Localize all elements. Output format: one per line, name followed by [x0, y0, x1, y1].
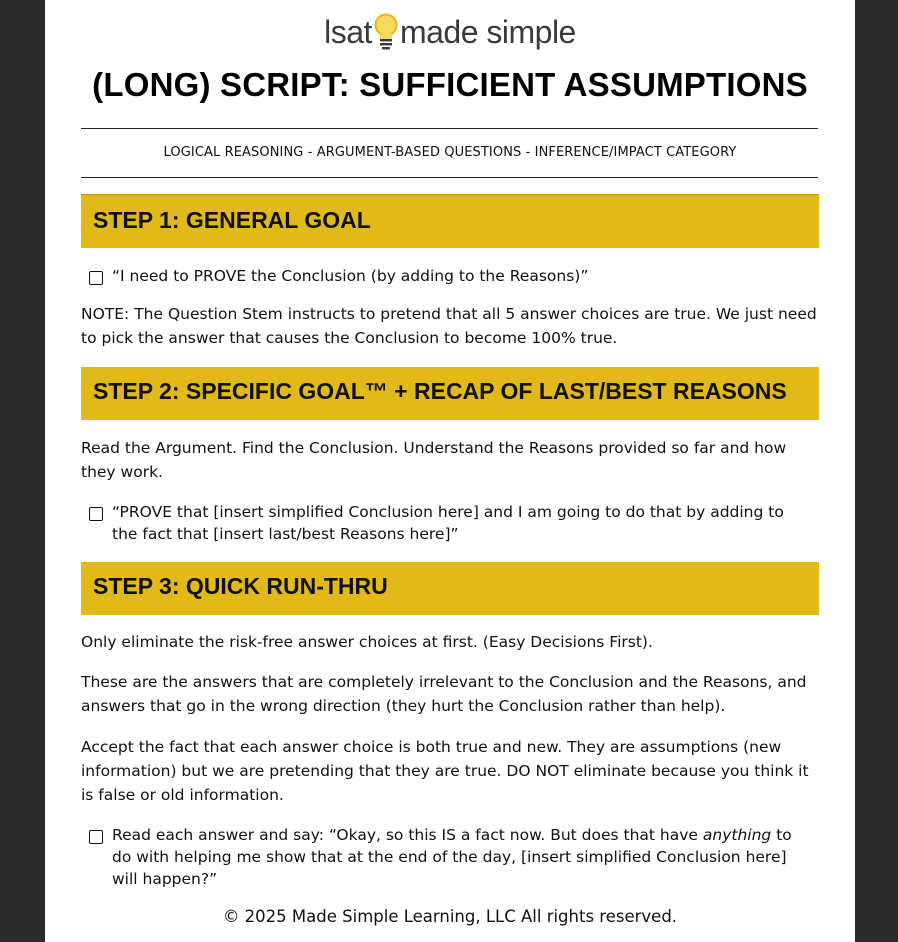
logo-text-made-simple: made simple — [399, 14, 576, 50]
lightbulb-icon — [373, 12, 399, 52]
subtitle-divider — [81, 177, 818, 178]
top-divider — [81, 128, 818, 129]
step1-checkbox[interactable] — [89, 271, 103, 285]
step3-checklist-emphasis: anything — [702, 826, 772, 844]
step1-heading: STEP 1: GENERAL GOAL — [81, 194, 819, 248]
step3-checklist-text-start: Read each answer and say: “Okay, so this IS a fact now. But does that have — [112, 826, 703, 844]
step2-checklist-text: “PROVE that [insert simplified Conclusion here] and I am going to do that by adding to the fact that [insert last/best Reasons here]” — [112, 503, 784, 543]
step3-heading: STEP 3: QUICK RUN-THRU — [81, 562, 819, 615]
copyright-footer: © 2025 Made Simple Learning, LLC All rights reserved. — [222, 907, 678, 926]
step1-note: NOTE: The Question Stem instructs to pretend that all 5 answer choices are true. We just need to pick the answer that causes the Conclusion to become 100% true. — [81, 305, 817, 347]
step3-paragraph-1: Only eliminate the risk-free answer choices at first. (Easy Decisions First). — [81, 633, 653, 651]
step3-paragraph-3: Accept the fact that each answer choice is both true and new. They are assumptions (new information) but we are pretending that they are true. DO NOT eliminate because you think it is false or old information. — [81, 738, 809, 804]
step3-paragraph-2: These are the answers that are completely irrelevant to the Conclusion and the Reasons, and answers that go in the wrong direction (they hurt the Conclusion rather than help). — [81, 673, 807, 715]
page-title: (LONG) SCRIPT: SUFFICIENT ASSUMPTIONS — [92, 66, 808, 103]
document-page — [45, 0, 855, 942]
step1-checklist-text: “I need to PROVE the Conclusion (by adding to the Reasons)” — [112, 267, 589, 285]
step2-checkbox[interactable] — [89, 507, 103, 521]
step3-checklist-text — [112, 824, 812, 890]
step2-intro: Read the Argument. Find the Conclusion. Understand the Reasons provided so far and how they work. — [81, 439, 787, 481]
page-subtitle: LOGICAL REASONING - ARGUMENT-BASED QUESTIONS - INFERENCE/IMPACT CATEGORY — [163, 145, 737, 160]
step3-checkbox[interactable] — [89, 830, 103, 844]
step2-heading: STEP 2: SPECIFIC GOAL™ + RECAP OF LAST/BEST REASONS — [81, 367, 819, 420]
step3-checklist-text-end: to do with helping me show that at the end of the day, [insert simplified Conclusion here] will happen?” — [112, 826, 792, 888]
logo-text-lsat: lsat — [324, 14, 372, 50]
brand-logo — [45, 10, 855, 54]
